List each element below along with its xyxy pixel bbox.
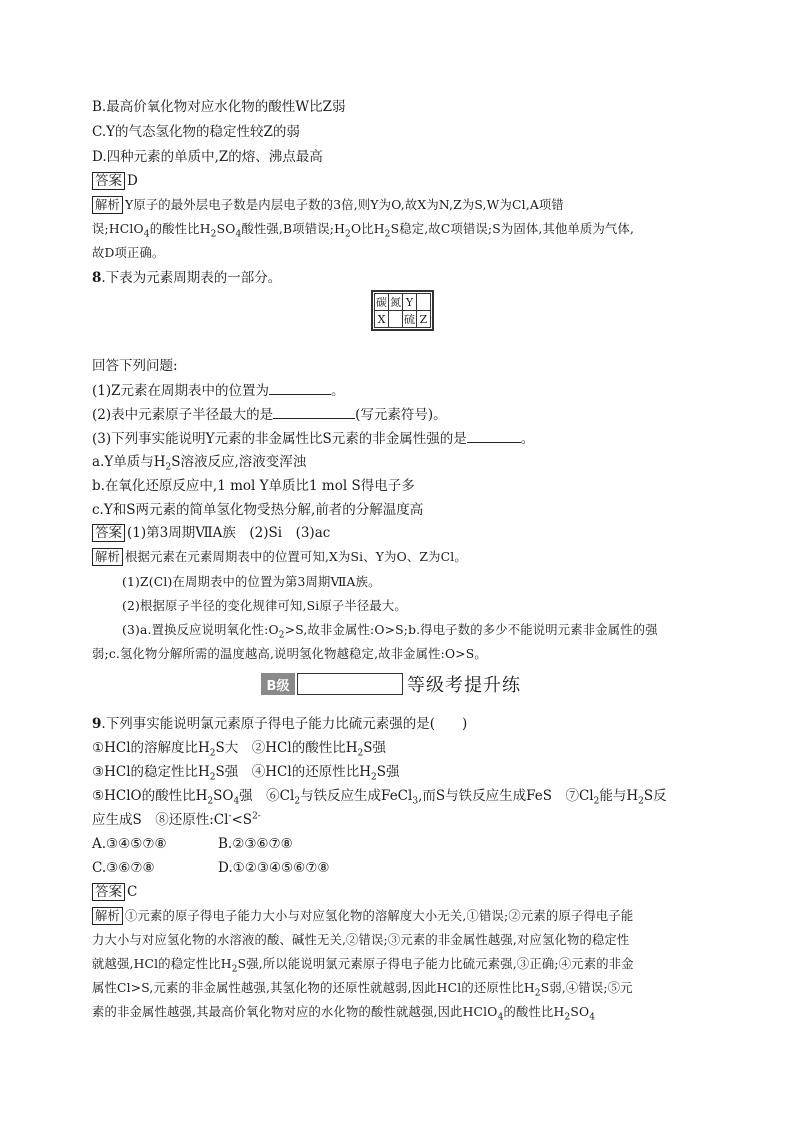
answer-tag: 答案 (92, 172, 125, 190)
sub-question: (3)下列事实能说明Y元素的非金属性比S元素的非金属性强的是 (92, 431, 467, 447)
analysis-tag: 解析 (92, 548, 123, 566)
cell-y: Y (403, 294, 417, 311)
subscript: 2 (231, 964, 238, 975)
q7-analysis-line-1 (92, 195, 564, 215)
question-stem: .下表为元素周期表的一部分。 (101, 270, 282, 286)
subscript: 2 (534, 988, 541, 999)
hint: (写元素符号)。 (355, 407, 447, 423)
cell-nitrogen: 氮 (389, 294, 403, 311)
item-text: S强 ④HCl的还原性比H (215, 764, 371, 780)
superscript: - (228, 811, 232, 822)
subscript: 4 (497, 1012, 504, 1023)
cell-carbon: 碳 (375, 294, 389, 311)
q7-answer (92, 171, 138, 191)
sub-question: (2)表中元素原子半径最大的是 (92, 407, 274, 423)
cell-empty (417, 294, 431, 311)
cell-z: Z (417, 311, 431, 328)
item-text: 强 ⑥Cl (239, 788, 295, 804)
q8-choice-b: b.在氧化还原反应中,1 mol Y单质比1 mol S得电子多 (92, 478, 415, 494)
question-stem: .下列事实能说明氯元素原子得电子能力比硫元素强的是( ) (101, 716, 468, 732)
q8-analysis-line-4 (122, 620, 658, 640)
item-text: ③HCl的稳定性比H (92, 764, 210, 780)
subscript: 4 (233, 796, 240, 807)
item-text: <S (231, 812, 253, 828)
periodic-table-fragment (371, 290, 434, 331)
choice-text: S溶液反应,溶液变浑浊 (171, 454, 307, 470)
analysis-text: 酸性强,B项错误;H (241, 222, 346, 236)
q9-items-line-1 (92, 738, 386, 758)
analysis-text: SO (216, 222, 236, 236)
q7-analysis-line-3: 故D项正确。 (92, 246, 165, 260)
analysis-text: 素的非金属性越强,其最高价氧化物对应的水化物的酸性就越强,因此HClO (92, 1005, 498, 1019)
section-banner (261, 671, 521, 697)
item-text: 与铁反应生成FeCl (300, 788, 413, 804)
question-number: 8 (92, 270, 102, 286)
q9-stem (92, 714, 467, 734)
q9-analysis-line-4 (92, 978, 633, 998)
punctuation: 。 (520, 431, 535, 447)
analysis-text: (3)a.置换反应说明氧化性:O (122, 623, 279, 637)
q8-analysis-line-5: 弱;c.氢化物分解所需的温度越高,说明氢化物越稳定,故非金属性:O>S。 (92, 647, 487, 661)
q7-option-c: C.Y的气态氢化物的稳定性较Z的弱 (92, 124, 300, 140)
q8-analysis-line-3: (2)根据原子半径的变化规律可知,Si原子半径最大。 (122, 599, 407, 613)
subscript: 2 (209, 748, 216, 759)
banner-bar (297, 673, 403, 695)
subscript: 4 (589, 1012, 596, 1023)
subscript: 3 (412, 796, 419, 807)
q7-option-d: D.四种元素的单质中,Z的熔、沸点最高 (92, 149, 323, 165)
item-text: S反 (643, 788, 667, 804)
section-title: 等级考提升练 (407, 675, 521, 696)
analysis-text: 就越强,HCl的稳定性比H (92, 957, 232, 971)
q8-choice-c: c.Y和S两元素的简单氢化物受热分解,前者的分解温度高 (92, 502, 424, 518)
q8-choice-a (92, 452, 306, 472)
cell-x: X (375, 311, 389, 328)
analysis-text: S稳定,故C项错误;S为固体,其他单质为气体, (390, 222, 635, 236)
cell-sulfur: 硫 (403, 311, 417, 328)
item-text: 应生成S ⑧还原性:Cl (92, 812, 229, 828)
subscript: 2 (384, 229, 391, 240)
subscript: 2 (207, 796, 214, 807)
q8-analysis-line-2: (1)Z(Cl)在周期表中的位置为第3周期ⅦA族。 (122, 575, 381, 589)
subscript: 2 (210, 229, 217, 240)
analysis-text: S弱,④错误;⑤元 (540, 981, 633, 995)
q9-items-line-2 (92, 762, 399, 782)
answer-value: (1)第3周期ⅦA族 (2)Si (3)ac (127, 525, 331, 541)
subscript: 2 (638, 796, 644, 807)
q9-analysis-line-1 (92, 906, 633, 926)
q9-items-line-4 (92, 810, 261, 830)
analysis-text: 属性Cl>S,元素的非金属性越强,其氢化物的还原性就越弱,因此HCl的还原性比H (92, 981, 535, 995)
answer-blank[interactable] (467, 428, 521, 443)
option-b[interactable]: B.②③⑥⑦⑧ (218, 836, 293, 852)
q8-sub3 (92, 428, 534, 449)
q9-items-line-3 (92, 786, 667, 806)
q8-sub2 (92, 404, 447, 425)
q8-answer (92, 523, 330, 543)
q8-prompt: 回答下列问题: (92, 358, 178, 374)
subscript: 2 (165, 462, 172, 473)
subscript: 4 (143, 229, 150, 240)
q9-answer (92, 882, 137, 902)
answer-blank[interactable] (269, 380, 331, 395)
choice-text: a.Y单质与H (92, 454, 166, 470)
subscript: 2 (278, 630, 285, 641)
item-text: S大 ②HCl的酸性比H (215, 740, 358, 756)
analysis-text: SO (570, 1005, 590, 1019)
analysis-text: 误;HClO (92, 222, 144, 236)
option-a[interactable]: A.③④⑤⑦⑧ (92, 836, 167, 852)
q9-analysis-line-3 (92, 954, 634, 974)
analysis-text: ①元素的原子得电子能力大小与对应氢化物的溶解度大小无关,①错误;②元素的原子得电子能 (125, 909, 634, 923)
item-text: ①HCl的溶解度比H (92, 740, 210, 756)
subscript: 2 (209, 772, 216, 783)
q8-sub1 (92, 380, 345, 401)
item-text: 能与H (599, 788, 639, 804)
analysis-text: 的酸性比H (503, 1005, 565, 1019)
answer-tag: 答案 (92, 883, 125, 901)
superscript: 2- (252, 811, 261, 822)
answer-value: D (127, 173, 138, 189)
subscript: 2 (294, 796, 301, 807)
question-number: 9 (92, 716, 102, 732)
sub-question: (1)Z元素在周期表中的位置为 (92, 383, 270, 399)
analysis-text: 的酸性比H (149, 222, 211, 236)
item-text: S强 (363, 740, 386, 756)
q7-option-b: B.最高价氧化物对应水化物的酸性W比Z弱 (92, 99, 346, 115)
q9-analysis-line-5 (92, 1002, 595, 1022)
analysis-tag: 解析 (92, 196, 123, 214)
q7-analysis-line-2 (92, 219, 634, 239)
answer-value: C (127, 884, 138, 900)
level-badge: B级 (261, 673, 295, 695)
item-text: S强 (376, 764, 400, 780)
subscript: 2 (370, 772, 377, 783)
analysis-text: >S,故非金属性:O>S;b.得电子数的多少不能说明元素非金属性的强 (284, 623, 658, 637)
subscript: 4 (235, 229, 242, 240)
item-text: ,而S与铁反应生成FeS ⑦Cl (418, 788, 594, 804)
analysis-text: 根据元素在元素周期表中的位置可知,X为Si、Y为O、Z为Cl。 (125, 550, 467, 564)
q9-options-row-1 (92, 834, 293, 854)
subscript: 2 (357, 748, 364, 759)
q9-options-row-2 (92, 858, 329, 878)
analysis-tag: 解析 (92, 907, 123, 925)
analysis-text: S强,所以能说明氯元素原子得电子能力比硫元素强,③正确;④元素的非金 (237, 957, 634, 971)
q8-analysis-line-1 (92, 547, 467, 567)
subscript: 2 (593, 796, 600, 807)
subscript: 2 (345, 229, 351, 240)
item-text: SO (213, 788, 234, 804)
analysis-text: Y原子的最外层电子数是内层电子数的3倍,则Y为O,故X为N,Z为S,W为Cl,A项错 (125, 198, 564, 212)
q8-stem (92, 268, 281, 288)
punctuation: 。 (331, 383, 345, 399)
answer-tag: 答案 (92, 524, 125, 542)
q9-analysis-line-2: 力大小与对应氢化物的水溶液的酸、碱性无关,②错误;③元素的非金属性越强,对应氢化物的稳定性 (92, 933, 630, 947)
analysis-text: O比H (350, 222, 385, 236)
subscript: 2 (564, 1012, 571, 1023)
answer-blank[interactable] (273, 404, 355, 419)
option-d[interactable]: D.①②③④⑤⑥⑦⑧ (218, 860, 330, 876)
cell-empty (389, 311, 403, 328)
item-text: ⑤HClO的酸性比H (92, 788, 208, 804)
option-c[interactable]: C.③⑥⑦⑧ (92, 860, 155, 876)
